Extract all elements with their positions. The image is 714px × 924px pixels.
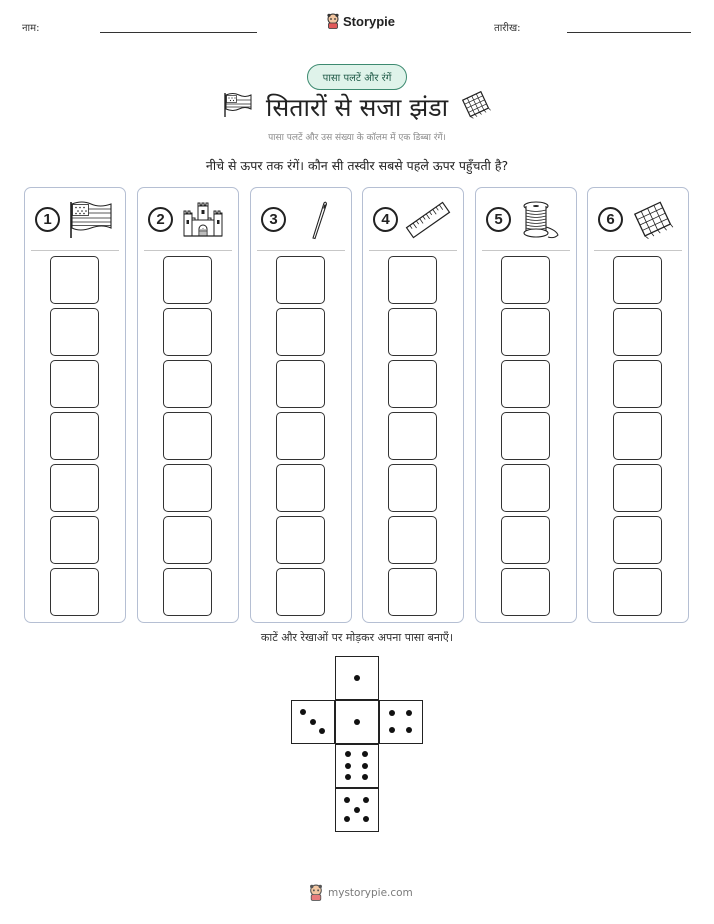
- storypie-mascot-icon: [326, 13, 340, 29]
- die-face-1: [335, 700, 379, 744]
- die-pip: [345, 763, 351, 769]
- color-box[interactable]: [50, 256, 99, 304]
- footer: [308, 884, 413, 901]
- color-box[interactable]: [276, 464, 325, 512]
- column-number: 6: [598, 207, 623, 232]
- column-5: [475, 187, 577, 623]
- page-title: सितारों से सजा झंडा: [265, 93, 449, 122]
- die-face-1: [335, 656, 379, 700]
- column-number: 4: [373, 207, 398, 232]
- color-box[interactable]: [613, 464, 662, 512]
- die-pip: [300, 709, 306, 715]
- date-label: तारीख:: [494, 23, 521, 34]
- column-3: [250, 187, 352, 623]
- color-box[interactable]: [276, 516, 325, 564]
- die-pip: [362, 763, 368, 769]
- color-box[interactable]: [388, 412, 437, 460]
- column-header: [476, 188, 576, 250]
- brand-logo: [326, 13, 395, 29]
- color-box[interactable]: [163, 412, 212, 460]
- name-label: नाम:: [22, 23, 40, 34]
- column-divider: [594, 250, 682, 251]
- die-pip: [362, 774, 368, 780]
- column-number: 1: [35, 207, 60, 232]
- color-box[interactable]: [50, 568, 99, 616]
- thread-spool-icon: [518, 200, 564, 240]
- color-box[interactable]: [388, 516, 437, 564]
- color-box[interactable]: [501, 516, 550, 564]
- column-1: [24, 187, 126, 623]
- color-box[interactable]: [501, 360, 550, 408]
- die-face-6: [335, 744, 379, 788]
- die-pip: [389, 710, 395, 716]
- color-box[interactable]: [50, 360, 99, 408]
- column-4: [362, 187, 464, 623]
- color-box[interactable]: [276, 412, 325, 460]
- die-pip: [406, 710, 412, 716]
- needle-icon: [293, 200, 339, 240]
- column-header: [363, 188, 463, 250]
- color-box[interactable]: [388, 568, 437, 616]
- die-pip: [354, 807, 360, 813]
- color-box[interactable]: [163, 308, 212, 356]
- title-row: [0, 90, 714, 122]
- die-pip: [354, 719, 360, 725]
- column-header: [25, 188, 125, 250]
- quilt-icon: [460, 90, 492, 120]
- die-pip: [345, 751, 351, 757]
- color-box[interactable]: [163, 360, 212, 408]
- color-box[interactable]: [388, 308, 437, 356]
- die-pip: [354, 675, 360, 681]
- die-pip: [363, 816, 369, 822]
- column-divider: [31, 250, 119, 251]
- flag-icon: [67, 200, 113, 240]
- column-divider: [257, 250, 345, 251]
- die-pip: [310, 719, 316, 725]
- storypie-mascot-icon: [308, 884, 324, 901]
- color-box[interactable]: [501, 412, 550, 460]
- column-divider: [144, 250, 232, 251]
- die-pip: [363, 797, 369, 803]
- cut-instruction: काटें और रेखाओं पर मोड़कर अपना पासा बनाएँ।: [260, 631, 454, 644]
- color-box[interactable]: [276, 360, 325, 408]
- color-box[interactable]: [501, 568, 550, 616]
- color-box[interactable]: [50, 516, 99, 564]
- column-header: [588, 188, 688, 250]
- color-box[interactable]: [50, 308, 99, 356]
- column-2: [137, 187, 239, 623]
- color-box[interactable]: [501, 256, 550, 304]
- color-box[interactable]: [388, 256, 437, 304]
- color-box[interactable]: [613, 412, 662, 460]
- color-box[interactable]: [613, 516, 662, 564]
- die-pip: [344, 816, 350, 822]
- instructions-subtitle: पासा पलटें और उस संख्या के कॉलम में एक डिब्बा रंगें।: [268, 133, 446, 143]
- date-line[interactable]: [567, 32, 691, 33]
- die-pip: [406, 727, 412, 733]
- color-box[interactable]: [163, 568, 212, 616]
- column-number: 5: [486, 207, 511, 232]
- color-box[interactable]: [613, 568, 662, 616]
- column-number: 3: [261, 207, 286, 232]
- brand-name: Storypie: [343, 13, 396, 29]
- color-box[interactable]: [388, 360, 437, 408]
- color-box[interactable]: [613, 308, 662, 356]
- color-box[interactable]: [50, 464, 99, 512]
- column-6: [587, 187, 689, 623]
- die-face-3: [291, 700, 335, 744]
- ruler-icon: [405, 200, 451, 240]
- color-box[interactable]: [388, 464, 437, 512]
- die-pip: [362, 751, 368, 757]
- color-box[interactable]: [613, 256, 662, 304]
- color-box[interactable]: [276, 568, 325, 616]
- color-box[interactable]: [163, 256, 212, 304]
- die-face-4: [379, 700, 423, 744]
- die-face-5: [335, 788, 379, 832]
- color-box[interactable]: [613, 360, 662, 408]
- question-text: नीचे से ऊपर तक रंगें। कौन सी तस्वीर सबसे पहले ऊपर पहुँचती है?: [205, 158, 509, 173]
- footer-url: mystorypie.com: [328, 886, 413, 899]
- column-divider: [482, 250, 570, 251]
- color-box[interactable]: [163, 516, 212, 564]
- activity-badge: पासा पलटें और रंगें: [307, 64, 407, 90]
- name-line[interactable]: [100, 32, 257, 33]
- castle-icon: [180, 200, 226, 240]
- quilt-icon: [630, 200, 676, 240]
- column-number: 2: [148, 207, 173, 232]
- color-box[interactable]: [50, 412, 99, 460]
- die-pip: [319, 728, 325, 734]
- column-divider: [369, 250, 457, 251]
- color-box[interactable]: [501, 464, 550, 512]
- die-pip: [345, 774, 351, 780]
- color-box[interactable]: [276, 256, 325, 304]
- column-header: [251, 188, 351, 250]
- column-header: [138, 188, 238, 250]
- die-pip: [344, 797, 350, 803]
- die-pip: [389, 727, 395, 733]
- color-box[interactable]: [276, 308, 325, 356]
- color-box[interactable]: [501, 308, 550, 356]
- color-box[interactable]: [163, 464, 212, 512]
